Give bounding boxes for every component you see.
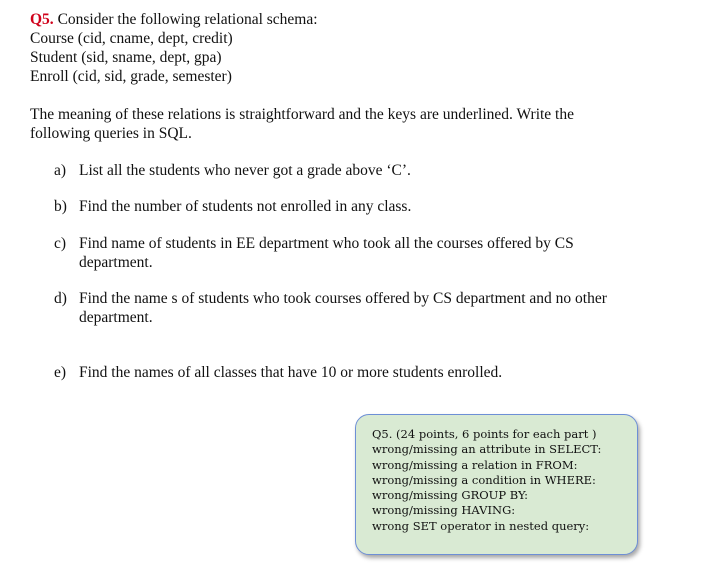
schema-enroll: Enroll (cid, sid, grade, semester) [30, 68, 232, 85]
rubric-line: wrong SET operator in nested query: [372, 518, 590, 533]
part-text: List all the students who never got a grade above ‘C’. [79, 162, 411, 179]
rubric-line: wrong/missing HAVING: [372, 503, 516, 518]
instructions: The meaning of these relations is straightforward and the keys are underlined. Write the following queries in SQL. [30, 106, 574, 142]
question-intro: Consider the following relational schema: [53, 11, 318, 28]
rubric-line: wrong/missing GROUP BY: [372, 488, 529, 503]
question-heading [30, 10, 318, 29]
part-c [54, 234, 614, 272]
rubric-line: wrong/missing an attribute in SELECT: [372, 442, 602, 457]
part-label: e) [54, 364, 67, 381]
part-text: Find the number of students not enrolled in any class. [79, 198, 412, 215]
schema-student: Student (sid, sname, dept, gpa) [30, 49, 222, 66]
part-label: d) [54, 290, 67, 307]
rubric-header: Q5. (24 points, 6 points for each part ) [372, 427, 597, 441]
part-text: Find the name s of students who took courses offered by CS department and no other department. [79, 290, 607, 326]
rubric-line: wrong/missing a condition in WHERE: [372, 472, 596, 487]
part-b [54, 197, 614, 216]
part-label: c) [54, 235, 67, 252]
grading-rubric-note [355, 414, 638, 555]
part-d [54, 289, 614, 327]
part-label: a) [54, 162, 67, 179]
part-text: Find the names of all classes that have 10 or more students enrolled. [79, 364, 503, 381]
part-e [54, 363, 614, 382]
schema-course: Course (cid, cname, dept, credit) [30, 30, 233, 47]
part-a [54, 161, 614, 180]
part-text: Find name of students in EE department who took all the courses offered by CS department. [79, 235, 574, 271]
question-number: Q5. [30, 11, 54, 28]
part-label: b) [54, 198, 67, 215]
schema-block [30, 10, 318, 86]
rubric-line: wrong/missing a relation in FROM: [372, 457, 578, 472]
